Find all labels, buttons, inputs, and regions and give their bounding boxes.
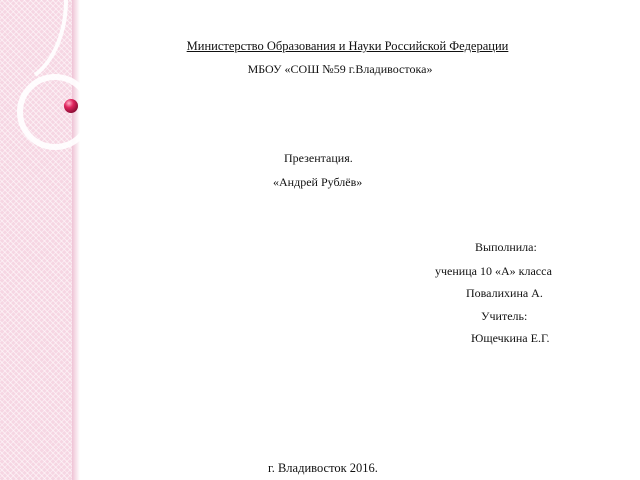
decorative-ring-large [20,77,90,147]
presentation-topic: «Андрей Рублёв» [273,175,363,189]
teacher-label: Учитель: [481,309,528,323]
ministry-heading: Министерство Образования и Науки Российской Федерации [186,39,509,53]
student-name: Повалихина А. [466,286,543,300]
decorative-arc-top [35,0,66,75]
footer-place-year: г. Владивосток 2016. [268,461,378,475]
presentation-label: Презентация. [284,151,353,165]
decorative-rings [0,0,120,480]
teacher-name: Ющечкина Е.Г. [471,331,550,345]
done-by-label: Выполнила: [475,240,537,254]
student-class: ученица 10 «А» класса [435,264,552,278]
school-name: МБОУ «СОШ №59 г.Владивостока» [247,62,433,76]
decorative-bead [64,99,78,113]
